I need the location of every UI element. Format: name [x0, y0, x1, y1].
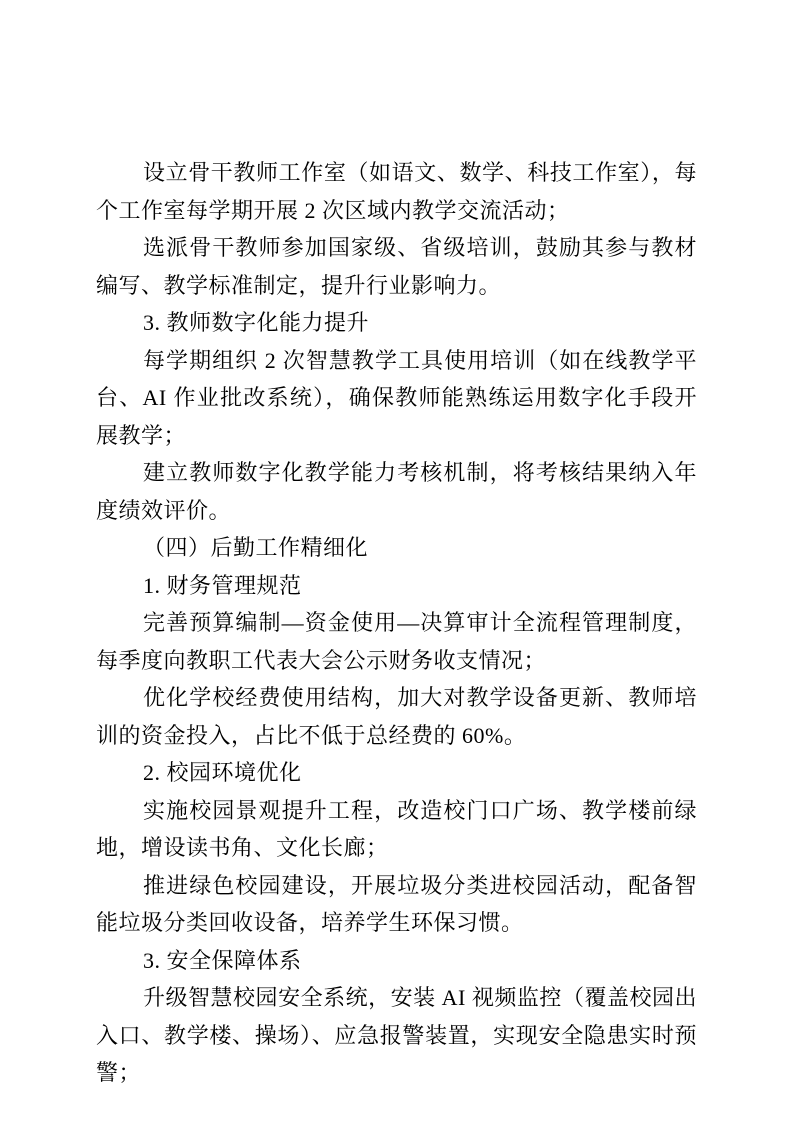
- paragraph-funding-structure: 优化学校经费使用结构，加大对教学设备更新、教师培训的资金投入，占比不低于总经费的 60%。: [96, 685, 697, 748]
- paragraph-green-campus: 推进绿色校园建设，开展垃圾分类进校园活动，配备智能垃圾分类回收设备，培养学生环保习惯。: [96, 872, 697, 935]
- paragraph-smart-security-upgrade: 升级智慧校园安全系统，安装 AI 视频监控（覆盖校园出入口、教学楼、操场）、应急报警装置，实现安全隐患实时预警；: [96, 985, 697, 1085]
- paragraph-budget-full-process: 完善预算编制—资金使用—决算审计全流程管理制度，每季度向教职工代表大会公示财务收支情况；: [96, 610, 697, 673]
- document-body: [96, 154, 697, 1092]
- heading-1-financial-management: 1. 财务管理规范: [143, 572, 302, 598]
- paragraph-teacher-training-delegation: 选派骨干教师参加国家级、省级培训，鼓励其参与教材编写、教学标准制定，提升行业影响力。: [96, 235, 697, 298]
- paragraph-digital-assessment-mechanism: 建立教师数字化教学能力考核机制，将考核结果纳入年度绩效评价。: [96, 460, 697, 523]
- heading-section-4-logistics: （四）后勤工作精细化: [143, 535, 369, 560]
- heading-3-safety-system: 3. 安全保障体系: [143, 947, 302, 973]
- paragraph-master-teacher-studios: 设立骨干教师工作室（如语文、数学、科技工作室），每个工作室每学期开展 2 次区域内教学交流活动；: [96, 160, 697, 223]
- paragraph-smart-teaching-tool-training: 每学期组织 2 次智慧教学工具使用培训（如在线教学平台、AI 作业批改系统），确保教师能熟练运用数字化手段开展教学；: [96, 347, 697, 448]
- heading-3-teacher-digital-ability: 3. 教师数字化能力提升: [143, 310, 370, 335]
- heading-2-campus-environment: 2. 校园环境优化: [143, 760, 302, 785]
- paragraph-landscape-upgrade: 实施校园景观提升工程，改造校门口广场、教学楼前绿地，增设读书角、文化长廊；: [96, 797, 697, 860]
